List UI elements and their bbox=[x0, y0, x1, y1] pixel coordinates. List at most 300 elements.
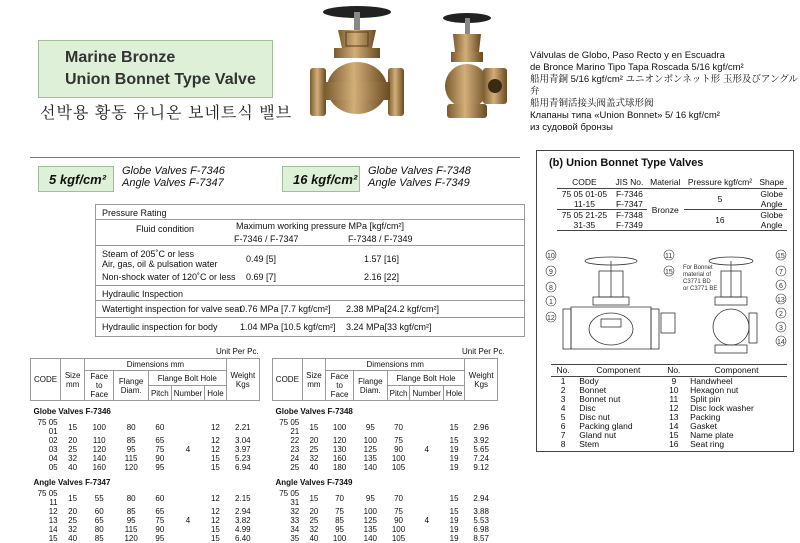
table-row bbox=[273, 445, 498, 454]
note-line2: material of bbox=[683, 272, 712, 278]
unit-label-left: Unit Per Pc. bbox=[216, 347, 259, 356]
table-cell: 32 bbox=[290, 507, 300, 516]
table-cell: 140 bbox=[92, 454, 106, 463]
table-cell: 65 bbox=[155, 507, 165, 516]
table-cell: 90 bbox=[394, 445, 403, 454]
table-cell: 140 bbox=[363, 463, 378, 472]
table-cell: 95 bbox=[126, 516, 136, 525]
table-cell: 60 bbox=[94, 507, 104, 516]
table-cell: 7.24 bbox=[473, 454, 489, 463]
table-cell: 25 bbox=[68, 516, 78, 525]
label-f7349: Angle Valves F-7349 bbox=[368, 177, 470, 189]
table-cell: 95 bbox=[365, 493, 375, 503]
col-flange: Flange Diam. bbox=[354, 371, 388, 401]
col-face: Face to Face bbox=[326, 371, 354, 401]
table-cell: 95 bbox=[126, 445, 136, 454]
table-cell: 15 bbox=[48, 534, 58, 543]
table-row bbox=[273, 516, 498, 525]
component-cell: 1 bbox=[560, 376, 566, 386]
table-row bbox=[273, 489, 498, 507]
table-cell: 60 bbox=[155, 493, 165, 503]
table-cell bbox=[410, 418, 443, 436]
table-cell: 105 bbox=[391, 534, 406, 543]
badge-16kgf: 16 kgf/cm² bbox=[282, 166, 360, 192]
table-cell: 80 bbox=[126, 493, 136, 503]
table-cell: 02 bbox=[48, 436, 58, 445]
table-cell: 32 bbox=[68, 454, 78, 463]
table-cell: 75 05 11 bbox=[37, 489, 58, 507]
table-cell bbox=[171, 418, 204, 436]
ub-jis: F-7346 bbox=[615, 189, 643, 199]
col-code: CODE bbox=[273, 359, 303, 401]
table-cell: 70 bbox=[394, 493, 403, 503]
ub-code: 75 05 21-25 bbox=[561, 210, 608, 220]
table-cell: 15 bbox=[68, 493, 78, 503]
table-cell: 25 bbox=[309, 516, 319, 525]
table-cell: 100 bbox=[363, 507, 378, 516]
table-row bbox=[31, 507, 260, 516]
table-cell: 5.65 bbox=[473, 445, 489, 454]
table-cell: 75 bbox=[155, 445, 165, 454]
table-row bbox=[31, 454, 260, 463]
pressure-rating-box bbox=[95, 204, 525, 337]
table-cell: 32 bbox=[309, 454, 319, 463]
table-cell: 4 bbox=[424, 516, 429, 525]
col-weight: Weight Kgs bbox=[226, 359, 259, 401]
table-cell: 20 bbox=[309, 507, 319, 516]
component-cell: Disc nut bbox=[579, 412, 610, 422]
table-cell: 70 bbox=[394, 422, 403, 432]
table-cell: 90 bbox=[394, 516, 403, 525]
component-row bbox=[551, 440, 787, 449]
table-cell: 120 bbox=[332, 436, 347, 445]
table-cell: 19 bbox=[449, 534, 459, 543]
table-cell: 90 bbox=[155, 525, 165, 534]
comp-col-no2: No. bbox=[662, 365, 687, 377]
table-cell: 6.98 bbox=[473, 525, 489, 534]
table-cell: 85 bbox=[126, 436, 136, 445]
table-cell: 3.88 bbox=[473, 507, 489, 516]
table-cell: 4 bbox=[424, 445, 429, 454]
table-cell: 2.96 bbox=[473, 422, 489, 432]
component-table bbox=[551, 364, 787, 449]
table-cell: 100 bbox=[332, 534, 347, 543]
table-cell: 8.57 bbox=[473, 534, 489, 543]
table-cell bbox=[171, 525, 204, 534]
table-cell: 19 bbox=[449, 454, 459, 463]
table-cell: 70 bbox=[335, 493, 345, 503]
union-type-table bbox=[557, 177, 787, 231]
non-shock-f7348-value: 2.16 [22] bbox=[364, 272, 400, 282]
table-cell: 95 bbox=[365, 422, 375, 432]
col-hole: Hole bbox=[443, 386, 464, 401]
ub-jis: F-7348 bbox=[615, 210, 643, 220]
ub-col-code: CODE bbox=[557, 177, 612, 189]
table-cell: 15 bbox=[210, 525, 220, 534]
table-cell bbox=[171, 507, 204, 516]
col-number: Number bbox=[410, 386, 443, 401]
angle-valve-photo bbox=[425, 8, 515, 133]
table-cell: 15 bbox=[210, 534, 220, 543]
table-cell: 115 bbox=[124, 454, 138, 463]
table-cell: 15 bbox=[68, 422, 78, 432]
globe-valve-photo bbox=[296, 2, 418, 134]
callout-15: 15 bbox=[665, 269, 673, 276]
component-cell: Hexagon nut bbox=[690, 385, 739, 395]
component-cell: Gland nut bbox=[579, 430, 617, 440]
table-cell: 65 bbox=[155, 436, 165, 445]
col-size: Size mm bbox=[61, 359, 85, 401]
table-cell: 15 bbox=[449, 493, 459, 503]
table-cell: 12 bbox=[48, 507, 58, 516]
table-cell: 12 bbox=[210, 422, 220, 432]
callout-1: 1 bbox=[549, 299, 553, 306]
dimensions-table-f7348 bbox=[272, 358, 498, 543]
table-cell: 5.23 bbox=[235, 454, 251, 463]
component-cell: 4 bbox=[560, 403, 566, 413]
hydraulic-f7348-value: 3.24 MPa[33 kgf/cm²] bbox=[346, 322, 432, 332]
table-cell bbox=[171, 436, 204, 445]
table-cell: 4 bbox=[185, 445, 191, 454]
table-cell: 130 bbox=[332, 445, 347, 454]
component-cell: Handwheel bbox=[690, 376, 733, 386]
table-cell bbox=[410, 454, 443, 463]
callout-14: 14 bbox=[777, 339, 785, 346]
globe-f7346-title: Globe Valves F-7346 bbox=[33, 407, 111, 416]
table-cell: 25 bbox=[309, 445, 319, 454]
table-cell: 15 bbox=[449, 436, 459, 445]
table-row bbox=[273, 436, 498, 445]
component-cell: Packing bbox=[690, 412, 721, 422]
component-cell: 3 bbox=[560, 394, 566, 404]
table-cell: 32 bbox=[309, 525, 319, 534]
callout-7: 7 bbox=[779, 269, 783, 276]
table-cell: 19 bbox=[449, 463, 459, 472]
component-cell: 11 bbox=[669, 394, 679, 404]
table-cell: 75 bbox=[155, 516, 165, 525]
table-cell bbox=[171, 454, 204, 463]
ub-pressure-16: 16 bbox=[715, 215, 725, 225]
component-cell: 5 bbox=[560, 412, 566, 422]
table-cell: 20 bbox=[68, 436, 78, 445]
table-cell: 24 bbox=[290, 454, 300, 463]
component-cell: Gasket bbox=[690, 421, 718, 431]
table-cell: 13 bbox=[48, 516, 58, 525]
table-cell: 12 bbox=[210, 493, 220, 503]
table-cell: 15 bbox=[210, 463, 220, 472]
table-cell: 4 bbox=[185, 516, 191, 525]
table-cell: 34 bbox=[290, 525, 300, 534]
ub-shape: Globe bbox=[760, 210, 784, 220]
ub-col-material: Material bbox=[647, 177, 684, 189]
table-row bbox=[31, 463, 260, 472]
callout-3: 3 bbox=[779, 325, 783, 332]
table-cell: 2.94 bbox=[235, 507, 251, 516]
component-cell: Seat ring bbox=[690, 439, 725, 449]
hydraulic-heading: Hydraulic Inspection bbox=[102, 289, 184, 299]
table-cell: 75 bbox=[394, 436, 403, 445]
table-cell: 12 bbox=[210, 507, 220, 516]
label-f7348: Globe Valves F-7348 bbox=[368, 165, 471, 177]
table-cell: 115 bbox=[124, 525, 138, 534]
table-row bbox=[31, 436, 260, 445]
table-cell bbox=[410, 534, 443, 543]
table-cell: 100 bbox=[391, 454, 406, 463]
table-cell: 25 bbox=[68, 445, 78, 454]
table-cell: 110 bbox=[92, 436, 106, 445]
non-shock-f7346-value: 0.69 [7] bbox=[246, 272, 277, 282]
watertight-f7348-value: 2.38 MPa[24.2 kgf/cm²] bbox=[346, 304, 440, 314]
component-cell: 15 bbox=[669, 430, 679, 440]
callout-13: 13 bbox=[777, 297, 785, 304]
table-row bbox=[273, 525, 498, 534]
steam-f7346-value: 0.49 [5] bbox=[246, 254, 277, 264]
table-cell: 9.12 bbox=[473, 463, 489, 472]
table-cell bbox=[171, 534, 204, 543]
table-cell: 2.94 bbox=[473, 493, 489, 503]
table-cell: 12 bbox=[210, 445, 220, 454]
table-row bbox=[273, 534, 498, 543]
note-line4: or C3771 BE bbox=[683, 286, 718, 292]
table-cell: 135 bbox=[363, 525, 378, 534]
table-cell: 05 bbox=[48, 463, 58, 472]
col-pitch: Pitch bbox=[148, 386, 171, 401]
multi-line-2: de Bronce Marino Tipo Tapa Roscada 5/16 kgf/cm² bbox=[530, 62, 744, 73]
table-cell: 95 bbox=[155, 463, 165, 472]
component-cell: Stem bbox=[579, 439, 600, 449]
multi-line-1: Válvulas de Globo, Paso Recto y en Escuadra bbox=[530, 50, 725, 61]
callout-9: 9 bbox=[549, 269, 553, 276]
watertight-f7346-value: 0.76 MPa [7.7 kgf/cm²] bbox=[240, 304, 331, 314]
component-cell: 10 bbox=[669, 385, 679, 395]
valves-5kgf bbox=[122, 165, 225, 189]
table-cell: 19 bbox=[449, 525, 459, 534]
table-cell: 85 bbox=[335, 516, 345, 525]
section-divider bbox=[30, 157, 520, 158]
table-cell: 2.21 bbox=[235, 422, 251, 432]
ub-code: 11-15 bbox=[573, 199, 595, 209]
multi-line-6: из судовой бронзы bbox=[530, 122, 613, 133]
ub-shape: Angle bbox=[760, 199, 783, 209]
hydraulic-body-row: Hydraulic inspection for body bbox=[102, 322, 218, 332]
table-cell: 40 bbox=[309, 534, 319, 543]
col-hole: Hole bbox=[205, 386, 226, 401]
valve-cross-section-drawing bbox=[541, 249, 791, 367]
col-flange: Flange Diam. bbox=[114, 371, 149, 401]
fluid-condition: Fluid condition bbox=[136, 224, 195, 234]
table-row bbox=[273, 454, 498, 463]
multi-line-5: Клапаны типа «Union Bonnet» 5/ 16 kgf/cm² bbox=[530, 110, 720, 121]
table-cell bbox=[410, 489, 443, 507]
table-cell: 33 bbox=[290, 516, 300, 525]
callout-6: 6 bbox=[779, 283, 783, 290]
callout-12: 12 bbox=[547, 315, 555, 322]
table-cell: 15 bbox=[449, 422, 459, 432]
table-cell: 75 05 21 bbox=[279, 418, 300, 436]
table-cell: 14 bbox=[48, 525, 58, 534]
ub-col-shape: Shape bbox=[756, 177, 787, 189]
col-f7348: F-7348 / F-7349 bbox=[348, 234, 413, 244]
table-cell: 15 bbox=[210, 454, 220, 463]
component-cell: Bonnet bbox=[579, 385, 607, 395]
table-cell: 3.97 bbox=[235, 445, 251, 454]
component-cell: Bonnet nut bbox=[579, 394, 621, 404]
table-cell bbox=[410, 507, 443, 516]
ub-code: 75 05 01-05 bbox=[561, 189, 608, 199]
ub-shape: Angle bbox=[760, 220, 783, 230]
air-row: Air, gas, oil & pulsation water bbox=[102, 259, 218, 269]
note-line1: For Bonnet bbox=[683, 265, 713, 271]
component-cell: 7 bbox=[560, 430, 566, 440]
multi-line-3: 船用青銅 5/16 kgf/cm² ユニオンボンネット形 玉形及びアングル弁 bbox=[530, 74, 799, 97]
label-f7346: Globe Valves F-7346 bbox=[122, 165, 225, 177]
table-cell: 75 bbox=[394, 507, 403, 516]
label-f7347: Angle Valves F-7347 bbox=[122, 177, 224, 189]
table-cell: 35 bbox=[290, 534, 300, 543]
ub-material: Bronze bbox=[651, 204, 679, 215]
steam-f7348-value: 1.57 [16] bbox=[364, 254, 400, 264]
callout-11: 11 bbox=[665, 253, 673, 260]
ub-code: 31-35 bbox=[573, 220, 596, 230]
col-size: Size mm bbox=[302, 359, 325, 401]
table-cell: 120 bbox=[124, 463, 138, 472]
table-cell bbox=[410, 525, 443, 534]
table-cell: 40 bbox=[68, 463, 78, 472]
table-cell: 75 bbox=[335, 507, 345, 516]
table-cell: 140 bbox=[363, 534, 378, 543]
col-pitch: Pitch bbox=[387, 386, 410, 401]
table-cell: 60 bbox=[155, 422, 165, 432]
table-cell: 19 bbox=[449, 516, 459, 525]
table-cell: 160 bbox=[332, 454, 347, 463]
table-cell: 85 bbox=[94, 534, 104, 543]
table-cell: 12 bbox=[210, 436, 220, 445]
table-cell: 90 bbox=[155, 454, 165, 463]
table-cell: 85 bbox=[126, 507, 136, 516]
table-cell: 6.40 bbox=[235, 534, 251, 543]
korean-title: 선박용 황동 유니온 보네트식 밸브 bbox=[40, 105, 293, 122]
component-cell: 14 bbox=[669, 421, 679, 431]
union-bonnet-panel bbox=[536, 150, 794, 452]
ub-col-jis: JIS No. bbox=[612, 177, 647, 189]
col-dimensions: Dimensions mm bbox=[326, 359, 465, 371]
valves-16kgf bbox=[368, 165, 471, 189]
table-cell: 25 bbox=[290, 463, 300, 472]
table-cell bbox=[410, 463, 443, 472]
table-cell: 95 bbox=[155, 534, 165, 543]
non-shock-row: Non-shock water of 120˚C or less bbox=[102, 272, 236, 282]
component-cell: 8 bbox=[560, 439, 566, 449]
table-cell bbox=[171, 463, 204, 472]
steam-row: Steam of 205˚C or less bbox=[102, 249, 195, 259]
table-cell: 135 bbox=[363, 454, 378, 463]
table-cell: 12 bbox=[210, 516, 220, 525]
table-cell: 65 bbox=[94, 516, 104, 525]
table-cell bbox=[410, 436, 443, 445]
table-cell: 105 bbox=[391, 463, 406, 472]
table-row bbox=[31, 525, 260, 534]
note-line3: C3771 BD bbox=[683, 279, 711, 285]
component-cell: Body bbox=[579, 376, 599, 386]
table-row bbox=[31, 418, 260, 436]
angle-f7349-title: Angle Valves F-7349 bbox=[275, 478, 353, 487]
table-cell: 125 bbox=[363, 516, 378, 525]
table-row bbox=[273, 507, 498, 516]
table-cell: 95 bbox=[335, 525, 345, 534]
globe-f7348-title: Globe Valves F-7348 bbox=[275, 407, 353, 416]
callout-2: 2 bbox=[779, 311, 783, 318]
table-cell: 120 bbox=[92, 445, 106, 454]
dimensions-table-f7346 bbox=[30, 358, 260, 543]
table-cell: 180 bbox=[332, 463, 347, 472]
table-row bbox=[31, 489, 260, 507]
ub-col-pressure: Pressure kgf/cm² bbox=[684, 177, 757, 189]
component-cell: Name plate bbox=[690, 430, 734, 440]
hydraulic-f7346-value: 1.04 MPa [10.5 kgf/cm²] bbox=[240, 322, 336, 332]
col-bolt: Flange Bolt Hole bbox=[148, 371, 226, 386]
max-pressure: Maximum working pressure MPa [kgf/cm²] bbox=[236, 221, 405, 231]
col-dimensions: Dimensions mm bbox=[85, 359, 227, 371]
component-cell: 12 bbox=[669, 403, 679, 413]
table-cell: 40 bbox=[68, 534, 78, 543]
table-cell: 23 bbox=[290, 445, 300, 454]
table-cell: 32 bbox=[68, 525, 78, 534]
multi-line-4: 船用青铜活接头阀盖式球形阀 bbox=[530, 98, 654, 109]
badge-5kgf: 5 kgf/cm² bbox=[38, 166, 114, 192]
table-cell: 4.99 bbox=[235, 525, 251, 534]
ub-jis: F-7349 bbox=[615, 220, 643, 230]
table-cell: 22 bbox=[290, 436, 300, 445]
component-cell: 13 bbox=[669, 412, 679, 422]
table-row bbox=[273, 418, 498, 436]
component-cell: Disc lock washer bbox=[690, 403, 754, 413]
table-cell: 6.94 bbox=[235, 463, 251, 472]
component-cell: Split pin bbox=[690, 394, 721, 404]
component-cell: 16 bbox=[669, 439, 679, 449]
ub-jis: F-7347 bbox=[615, 199, 643, 209]
table-cell: 80 bbox=[126, 422, 136, 432]
table-cell: 40 bbox=[309, 463, 319, 472]
table-cell: 100 bbox=[363, 436, 378, 445]
component-cell: 6 bbox=[560, 421, 566, 431]
component-cell: Packing gland bbox=[579, 421, 633, 431]
table-row bbox=[31, 534, 260, 543]
table-cell: 160 bbox=[92, 463, 106, 472]
table-cell: 20 bbox=[68, 507, 78, 516]
title-line1: Marine Bronze bbox=[65, 49, 176, 66]
comp-col-component2: Component bbox=[686, 365, 787, 377]
watertight-row: Watertight inspection for valve seat bbox=[102, 304, 242, 314]
col-bolt: Flange Bolt Hole bbox=[387, 371, 465, 386]
table-cell: 15 bbox=[309, 422, 319, 432]
table-cell: 100 bbox=[332, 422, 347, 432]
callout-15b: 15 bbox=[777, 253, 785, 260]
table-cell: 20 bbox=[309, 436, 319, 445]
title-box bbox=[38, 40, 273, 98]
unit-label-right: Unit Per Pc. bbox=[462, 347, 505, 356]
comp-col-no: No. bbox=[551, 365, 575, 377]
table-cell: 19 bbox=[449, 445, 459, 454]
table-cell: 3.92 bbox=[473, 436, 489, 445]
table-cell: 3.04 bbox=[235, 436, 251, 445]
col-weight: Weight Kgs bbox=[465, 359, 498, 401]
table-cell: 100 bbox=[92, 422, 106, 432]
callout-10: 10 bbox=[547, 253, 555, 260]
ub-pressure-5: 5 bbox=[717, 194, 723, 204]
table-cell: 04 bbox=[48, 454, 58, 463]
table-row bbox=[31, 445, 260, 454]
table-cell: 3.82 bbox=[235, 516, 251, 525]
